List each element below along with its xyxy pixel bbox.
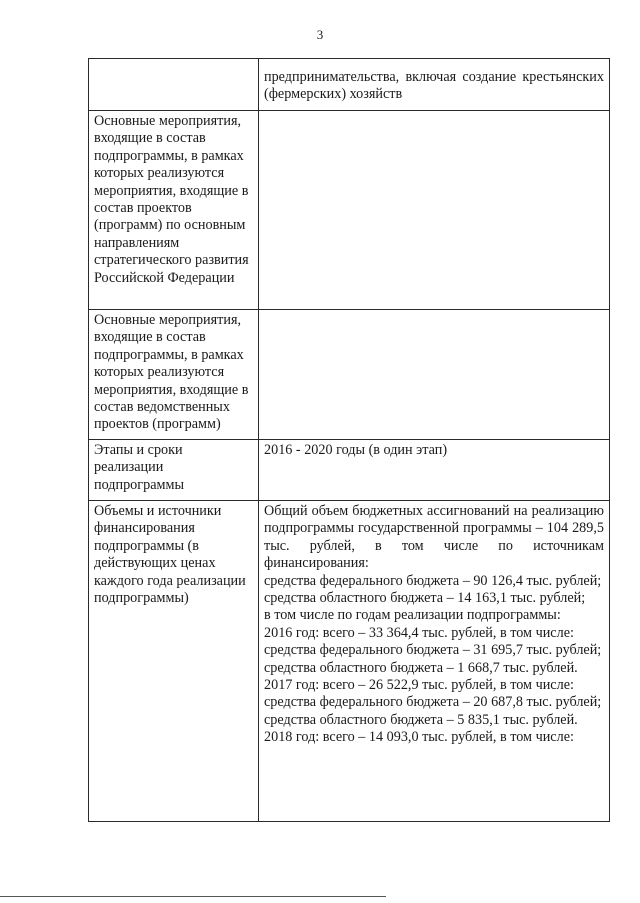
table-row (89, 310, 610, 440)
footer-rule (0, 896, 386, 897)
row-label-empty (89, 59, 259, 111)
table-row (89, 501, 610, 822)
financing-federal-total: средства федерального бюджета – 90 126,4 тыс. рублей; (264, 572, 602, 589)
financing-2016-regional: средства областного бюджета – 1 668,7 тыс. рублей. (264, 659, 578, 676)
financing-2018-total: 2018 год: всего – 14 093,0 тыс. рублей, в том числе: (264, 729, 574, 746)
row-value-strategic-projects (259, 111, 610, 310)
financing-2016-total: 2016 год: всего – 33 364,4 тыс. рублей, в том числе: (264, 624, 574, 641)
table-row (89, 59, 610, 111)
financing-total: Общий объем бюджетных ассигнований на реализацию подпрограммы государственной программы – 104 289,5 тыс. рублей, в том числе по источникам финансирования: (264, 503, 604, 572)
row-value-departmental-projects (259, 310, 610, 440)
table-row (89, 440, 610, 501)
financing-by-years-heading: в том числе по годам реализации подпрограммы: (264, 607, 561, 624)
row-label-strategic-projects: Основные мероприятия, входящие в состав подпрограммы, в рамках которых реализуются мероприятия, входящие в состав проектов (программ) по основным направлениям стратегического развития Российской Федерации (89, 111, 259, 310)
row-label-stages-terms: Этапы и сроки реализации подпрограммы (89, 440, 259, 501)
table-row (89, 111, 610, 310)
financing-2017-federal: средства федерального бюджета – 20 687,8 тыс. рублей; (264, 694, 602, 711)
row-value-stages-terms: 2016 - 2020 годы (в один этап) (259, 440, 610, 501)
row-value-continuation (259, 59, 610, 111)
financing-2017-regional: средства областного бюджета – 5 835,1 тыс. рублей. (264, 711, 578, 728)
row-label-departmental-projects: Основные мероприятия, входящие в состав подпрограммы, в рамках которых реализуются мероприятия, входящие в состав ведомственных проектов (программ) (89, 310, 259, 440)
page-number: 3 (316, 27, 324, 42)
continuation-text: предпринимательства, включая создание крестьянских (фермерских) хозяйств (264, 69, 604, 103)
financing-2016-federal: средства федерального бюджета – 31 695,7 тыс. рублей; (264, 642, 602, 659)
subprogram-passport-table (88, 58, 610, 822)
row-label-financing: Объемы и источники финансирования подпрограммы (в действующих ценах каждого года реализации подпрограммы) (89, 501, 259, 822)
financing-regional-total: средства областного бюджета – 14 163,1 тыс. рублей; (264, 590, 586, 607)
row-value-financing (259, 501, 610, 822)
financing-2017-total: 2017 год: всего – 26 522,9 тыс. рублей, в том числе: (264, 677, 574, 694)
